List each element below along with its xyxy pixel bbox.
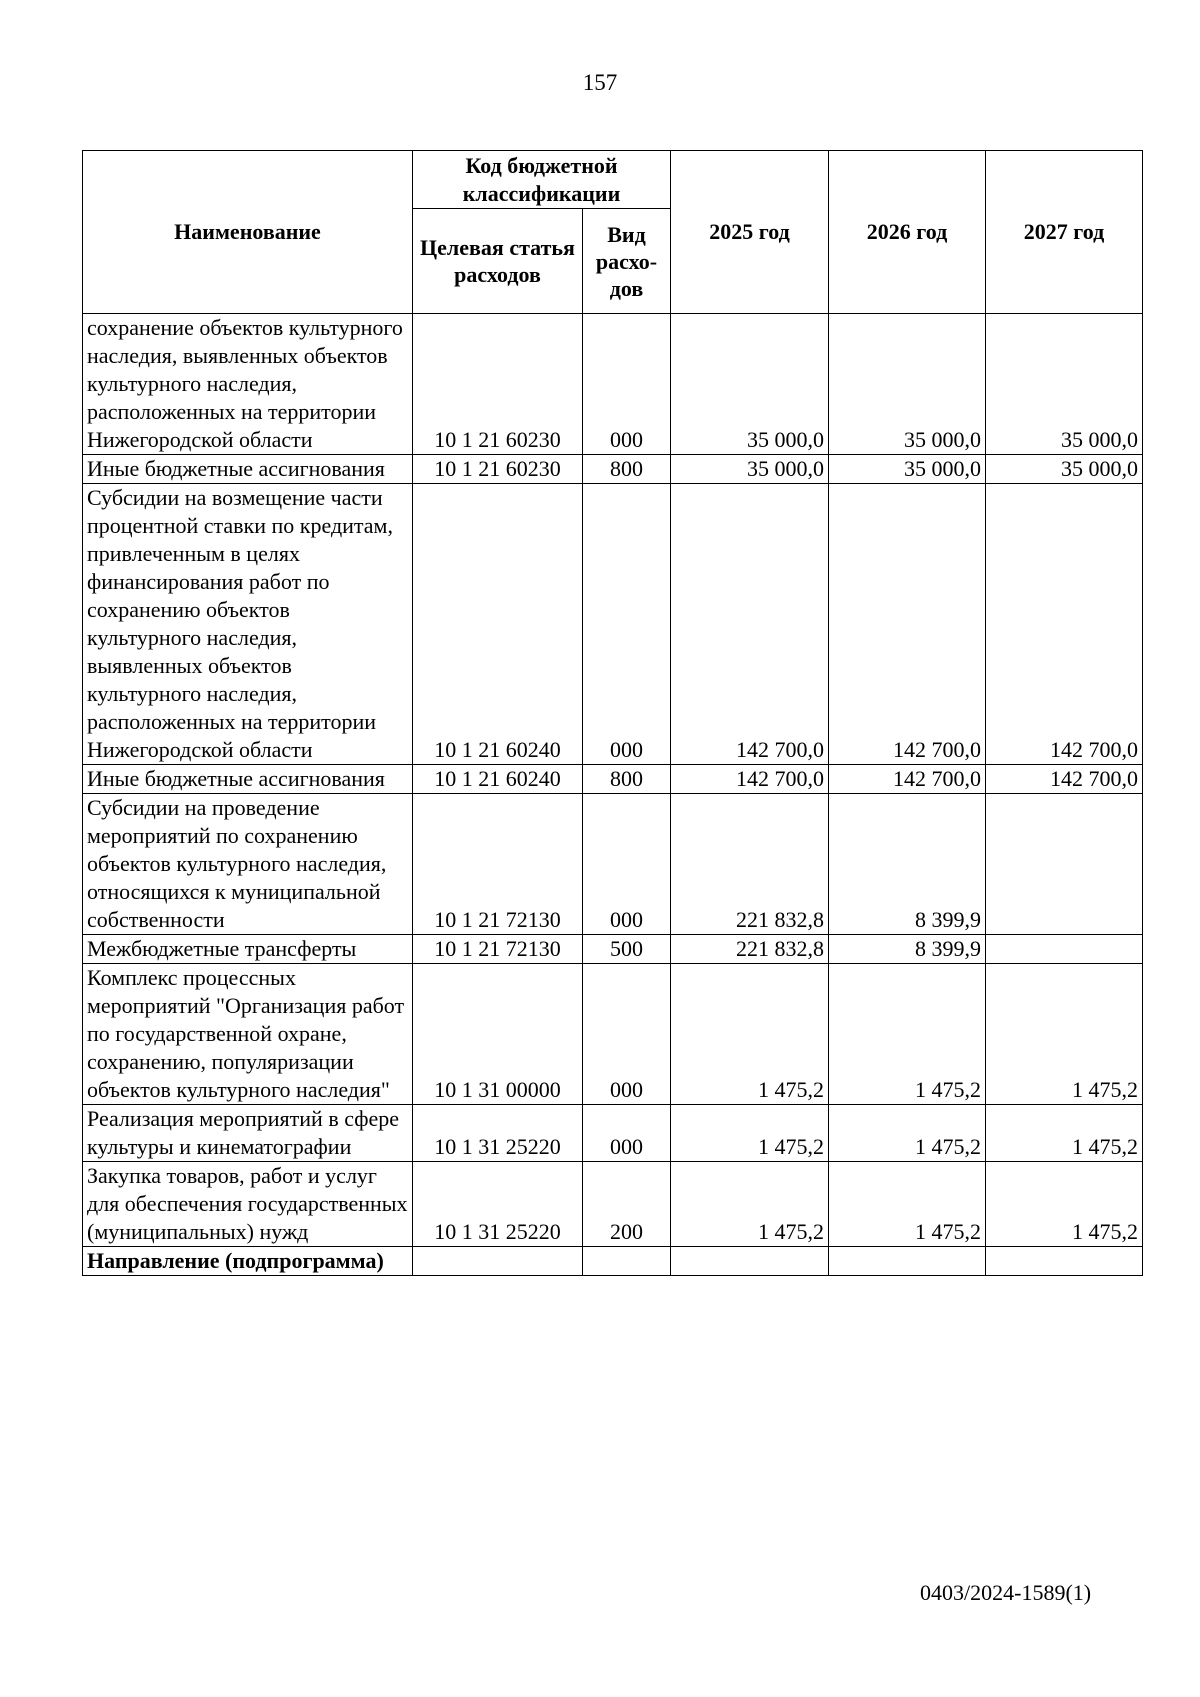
row-expense-type — [583, 1247, 671, 1276]
row-expense-type: 800 — [583, 765, 671, 794]
row-name: Субсидии на проведение мероприятий по сохранению объектов культурного наследия, относящихся к муниципальной собственности — [83, 794, 413, 935]
page-number: 157 — [582, 70, 618, 95]
row-name: Иные бюджетные ассигнования — [83, 455, 413, 484]
row-value-2026: 142 700,0 — [829, 484, 986, 765]
row-expense-type: 000 — [583, 484, 671, 765]
row-name: Иные бюджетные ассигнования — [83, 765, 413, 794]
table-header — [83, 151, 1143, 314]
header-2026: 2026 год — [829, 151, 986, 314]
row-name: Межбюджетные трансферты — [83, 935, 413, 964]
row-value-2025: 1 475,2 — [671, 1105, 829, 1162]
row-name: Закупка товаров, работ и услуг для обеспечения государственных (муниципальных) нужд — [83, 1162, 413, 1247]
row-target-article: 10 1 21 72130 — [413, 935, 583, 964]
header-name: Наименование — [83, 151, 413, 314]
row-expense-type: 000 — [583, 1105, 671, 1162]
row-target-article: 10 1 21 60230 — [413, 314, 583, 455]
table-row — [83, 1105, 1143, 1162]
table-row — [83, 484, 1143, 765]
row-value-2025: 142 700,0 — [671, 765, 829, 794]
row-value-2026: 1 475,2 — [829, 964, 986, 1105]
row-target-article: 10 1 21 72130 — [413, 794, 583, 935]
row-value-2027: 142 700,0 — [986, 484, 1143, 765]
row-value-2027: 1 475,2 — [986, 1162, 1143, 1247]
table-row — [83, 314, 1143, 455]
row-value-2025 — [671, 1247, 829, 1276]
row-value-2027 — [986, 794, 1143, 935]
row-name: Комплекс процессных мероприятий "Организация работ по государственной охране, сохранению, популяризации объектов культурного наследия" — [83, 964, 413, 1105]
row-value-2026: 8 399,9 — [829, 935, 986, 964]
table-row — [83, 935, 1143, 964]
row-value-2025: 35 000,0 — [671, 455, 829, 484]
row-value-2025: 1 475,2 — [671, 964, 829, 1105]
row-name: Реализация мероприятий в сфере культуры и кинематографии — [83, 1105, 413, 1162]
row-name: Направление (подпрограмма) — [83, 1247, 413, 1276]
row-name: сохранение объектов культурного наследия, выявленных объектов культурного наследия, расположенных на территории Нижегородской области — [83, 314, 413, 455]
row-value-2025: 1 475,2 — [671, 1162, 829, 1247]
row-target-article: 10 1 31 25220 — [413, 1105, 583, 1162]
row-target-article: 10 1 31 25220 — [413, 1162, 583, 1247]
table-row — [83, 794, 1143, 935]
row-value-2027: 1 475,2 — [986, 1105, 1143, 1162]
row-expense-type: 200 — [583, 1162, 671, 1247]
table-row — [83, 1247, 1143, 1276]
row-value-2027: 142 700,0 — [986, 765, 1143, 794]
row-value-2026: 35 000,0 — [829, 314, 986, 455]
row-value-2027: 1 475,2 — [986, 964, 1143, 1105]
header-2027: 2027 год — [986, 151, 1143, 314]
row-expense-type: 000 — [583, 314, 671, 455]
row-value-2027 — [986, 935, 1143, 964]
table-row — [83, 1162, 1143, 1247]
row-value-2027: 35 000,0 — [986, 314, 1143, 455]
budget-table — [82, 150, 1143, 1276]
header-expense-type: Вид расхо-дов — [583, 209, 671, 314]
row-expense-type: 000 — [583, 794, 671, 935]
row-value-2026 — [829, 1247, 986, 1276]
row-name: Субсидии на возмещение части процентной ставки по кредитам, привлеченным в целях финансирования работ по сохранению объектов культурного наследия, выявленных объектов культурного наследия, расположенных на территории Нижегородской области — [83, 484, 413, 765]
table-row — [83, 455, 1143, 484]
row-target-article: 10 1 31 00000 — [413, 964, 583, 1105]
row-value-2026: 8 399,9 — [829, 794, 986, 935]
table-row — [83, 964, 1143, 1105]
row-value-2026: 35 000,0 — [829, 455, 986, 484]
row-value-2025: 221 832,8 — [671, 794, 829, 935]
header-budget-code-group: Код бюджетной классификации — [413, 151, 671, 209]
row-expense-type: 800 — [583, 455, 671, 484]
row-value-2025: 142 700,0 — [671, 484, 829, 765]
row-value-2026: 1 475,2 — [829, 1105, 986, 1162]
header-2025: 2025 год — [671, 151, 829, 314]
row-value-2027 — [986, 1247, 1143, 1276]
row-value-2027: 35 000,0 — [986, 455, 1143, 484]
header-target-article: Целевая статья расходов — [413, 209, 583, 314]
row-target-article: 10 1 21 60230 — [413, 455, 583, 484]
row-target-article — [413, 1247, 583, 1276]
table-body — [83, 314, 1143, 1276]
row-value-2026: 1 475,2 — [829, 1162, 986, 1247]
row-expense-type: 500 — [583, 935, 671, 964]
row-value-2025: 35 000,0 — [671, 314, 829, 455]
table-row — [83, 765, 1143, 794]
row-value-2025: 221 832,8 — [671, 935, 829, 964]
document-code: 0403/2024-1589(1) — [920, 1580, 1092, 1605]
row-target-article: 10 1 21 60240 — [413, 484, 583, 765]
row-target-article: 10 1 21 60240 — [413, 765, 583, 794]
row-value-2026: 142 700,0 — [829, 765, 986, 794]
row-expense-type: 000 — [583, 964, 671, 1105]
